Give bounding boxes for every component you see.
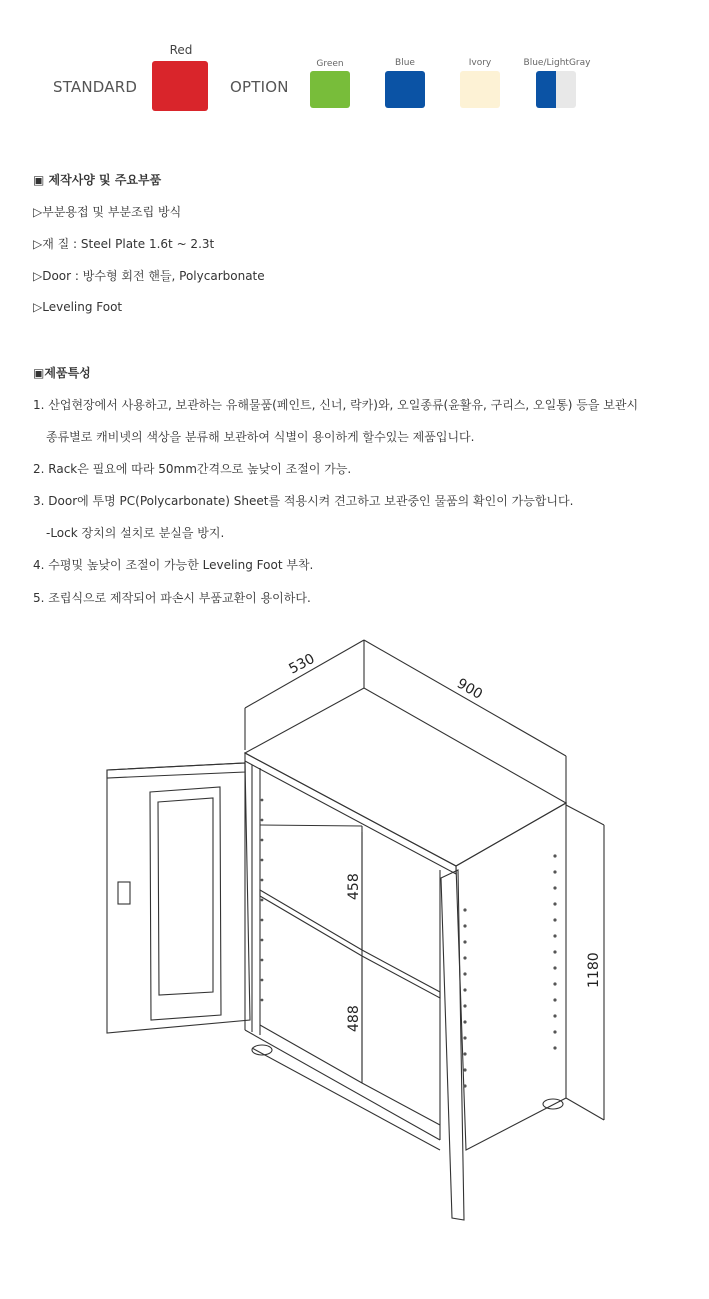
feature-line: 5. 조립식으로 제작되어 파손시 부품교환이 용이하다. xyxy=(33,591,311,605)
standard-label: STANDARD xyxy=(53,78,138,96)
leveling-foot-icon xyxy=(543,1099,563,1109)
door-window-panel xyxy=(158,798,213,995)
cabinet-drawing xyxy=(0,620,709,1240)
swatch-green xyxy=(310,71,350,108)
dim-extension-line xyxy=(566,1098,604,1120)
swatch-ivory xyxy=(460,71,500,108)
swatch-blue xyxy=(385,71,425,108)
swatch-blue-lightgray xyxy=(536,71,576,108)
cabinet-shelf xyxy=(260,890,440,998)
dim-width-label: 900 xyxy=(454,675,486,703)
feature-line: -Lock 장치의 설치로 분실을 방지. xyxy=(46,526,225,540)
dim-lower-shelf-label: 488 xyxy=(346,1005,362,1032)
feature-line: 3. Door에 투명 PC(Polycarbonate) Sheet를 적용시켜 견고하고 보관중인 물품의 확인이 가능합니다. xyxy=(33,494,574,508)
cabinet-top-edge xyxy=(245,753,456,874)
feature-line: 1. 산업현장에서 사용하고, 보관하는 유해물품(페인트, 신너, 락카)와, 오일종류(윤활유, 구리스, 오일통) 등을 보관시 xyxy=(33,398,639,412)
swatch-red xyxy=(152,61,208,111)
dim-depth-label: 530 xyxy=(286,650,318,678)
spec-item: ▷Leveling Foot xyxy=(33,300,123,314)
door-handle-icon xyxy=(118,882,130,904)
rack-holes xyxy=(261,799,557,1088)
spec-item: ▷부분용접 및 부분조립 방식 xyxy=(33,205,182,219)
dim-upper-shelf-label: 458 xyxy=(346,873,362,900)
specs-title: ▣ 제작사양 및 주요부품 xyxy=(33,173,162,187)
cabinet-side-panel xyxy=(456,803,566,1150)
option-label: OPTION xyxy=(230,78,289,96)
spec-item: ▷Door : 방수형 회전 핸들, Polycarbonate xyxy=(33,269,265,283)
features-title: ▣제품특성 xyxy=(33,366,91,380)
feature-line: 종류별로 캐비넷의 색상을 분류해 보관하여 식별이 용이하게 할수있는 제품입니다. xyxy=(46,430,475,444)
feature-line: 4. 수평및 높낮이 조절이 가능한 Leveling Foot 부착. xyxy=(33,558,314,572)
spec-item: ▷재 질 : Steel Plate 1.6t ~ 2.3t xyxy=(33,237,215,251)
right-door xyxy=(441,870,464,1220)
feature-line: 2. Rack은 필요에 따라 50mm간격으로 높낮이 조절이 가능. xyxy=(33,462,352,476)
door-window-frame xyxy=(150,787,221,1020)
swatch-label-blue-lightgray: Blue/LightGray xyxy=(523,58,591,68)
swatch-label-ivory: Ivory xyxy=(468,58,492,68)
swatch-label-blue: Blue xyxy=(395,58,415,68)
swatch-label-red: Red xyxy=(169,43,193,57)
dim-extension-line xyxy=(566,805,604,825)
swatch-label-green: Green xyxy=(316,59,344,69)
dim-width-line xyxy=(364,640,566,756)
dim-height-label: 1180 xyxy=(586,952,602,988)
left-door xyxy=(107,763,250,1033)
